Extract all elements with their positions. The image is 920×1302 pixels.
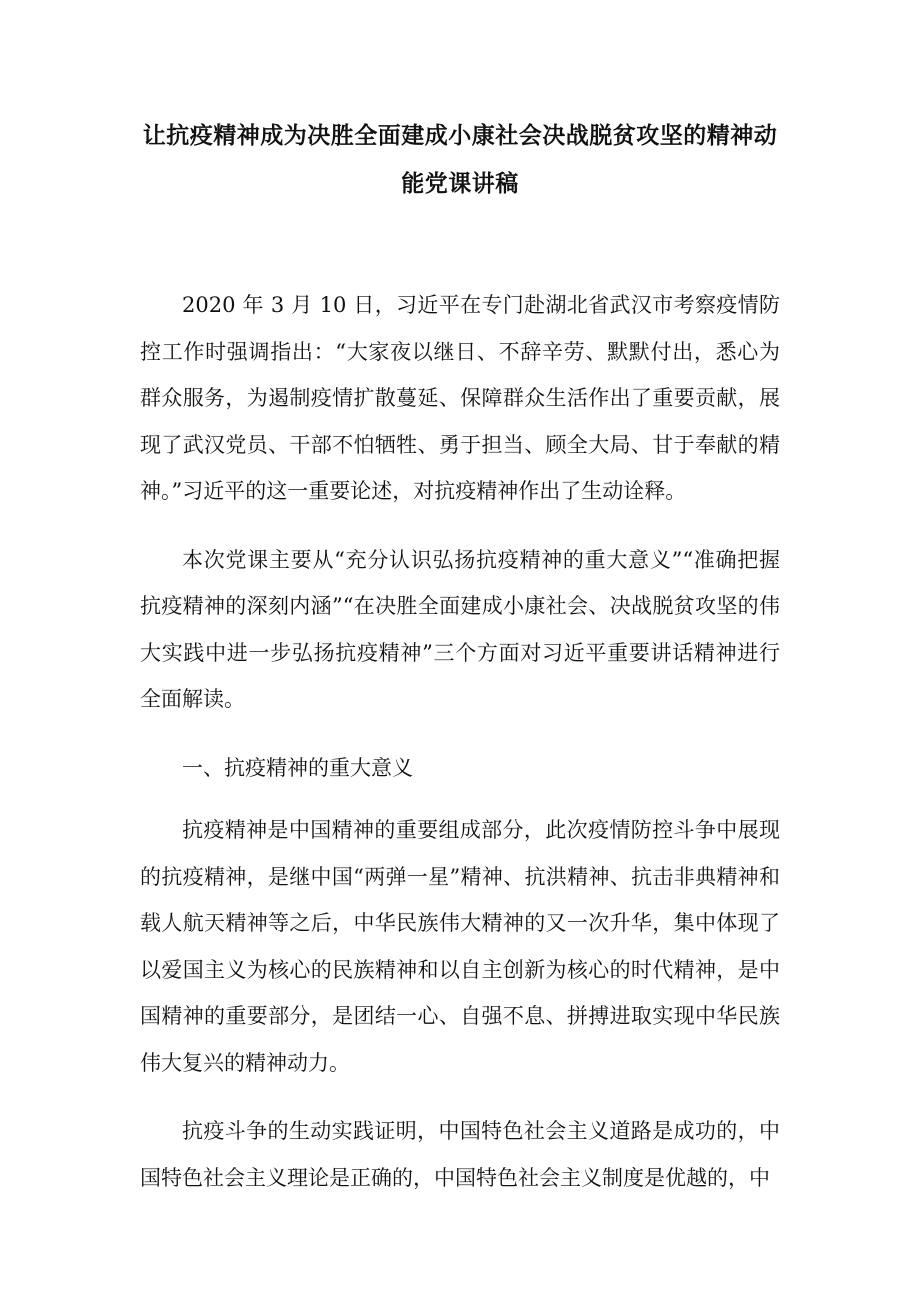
paragraph-significance: 抗疫精神是中国精神的重要组成部分，此次疫情防控斗争中展现的抗疫精神，是继中国“两弹一星”精神、抗洪精神、抗击非典精神和载人航天精神等之后，中华民族伟大精神的又一次升华，集中体现了以爱国主义为核心的民族精神和以自主创新为核心的时代精神，是中国精神的重要部分，是团结一心、自强不息、拼搏进取实现中华民族伟大复兴的精神动力。 [140,818,780,1075]
paragraph-overview: 本次党课主要从“充分认识弘扬抗疫精神的重大意义”“准确把握抗疫精神的深刻内涵”“在决胜全面建成小康社会、决战脱贫攻坚的伟大实践中进一步弘扬抗疫精神”三个方面对习近平重要讲话精神进行全面解读。 [140,547,780,711]
document-title: 让抗疫精神成为决胜全面建成小康社会决战脱贫攻坚的精神动能党课讲稿 [142,123,778,197]
paragraph-practice: 抗疫斗争的生动实践证明，中国特色社会主义道路是成功的，中国特色社会主义理论是正确的，中国特色社会主义制度是优越的，中 [140,1119,780,1190]
paragraph-intro: 2020 年 3 月 10 日，习近平在专门赴湖北省武汉市考察疫情防控工作时强调指出：“大家夜以继日、不辞辛劳、默默付出，悉心为群众服务，为遏制疫情扩散蔓延、保障群众生活作出了重要贡献，展现了武汉党员、干部不怕牺牲、勇于担当、顾全大局、甘于奉献的精神。”习近平的这一重要论述，对抗疫精神作出了生动诠释。 [140,293,780,503]
document-body [140,282,780,1223]
section-heading-1: 一、抗疫精神的重大意义 [182,755,413,780]
